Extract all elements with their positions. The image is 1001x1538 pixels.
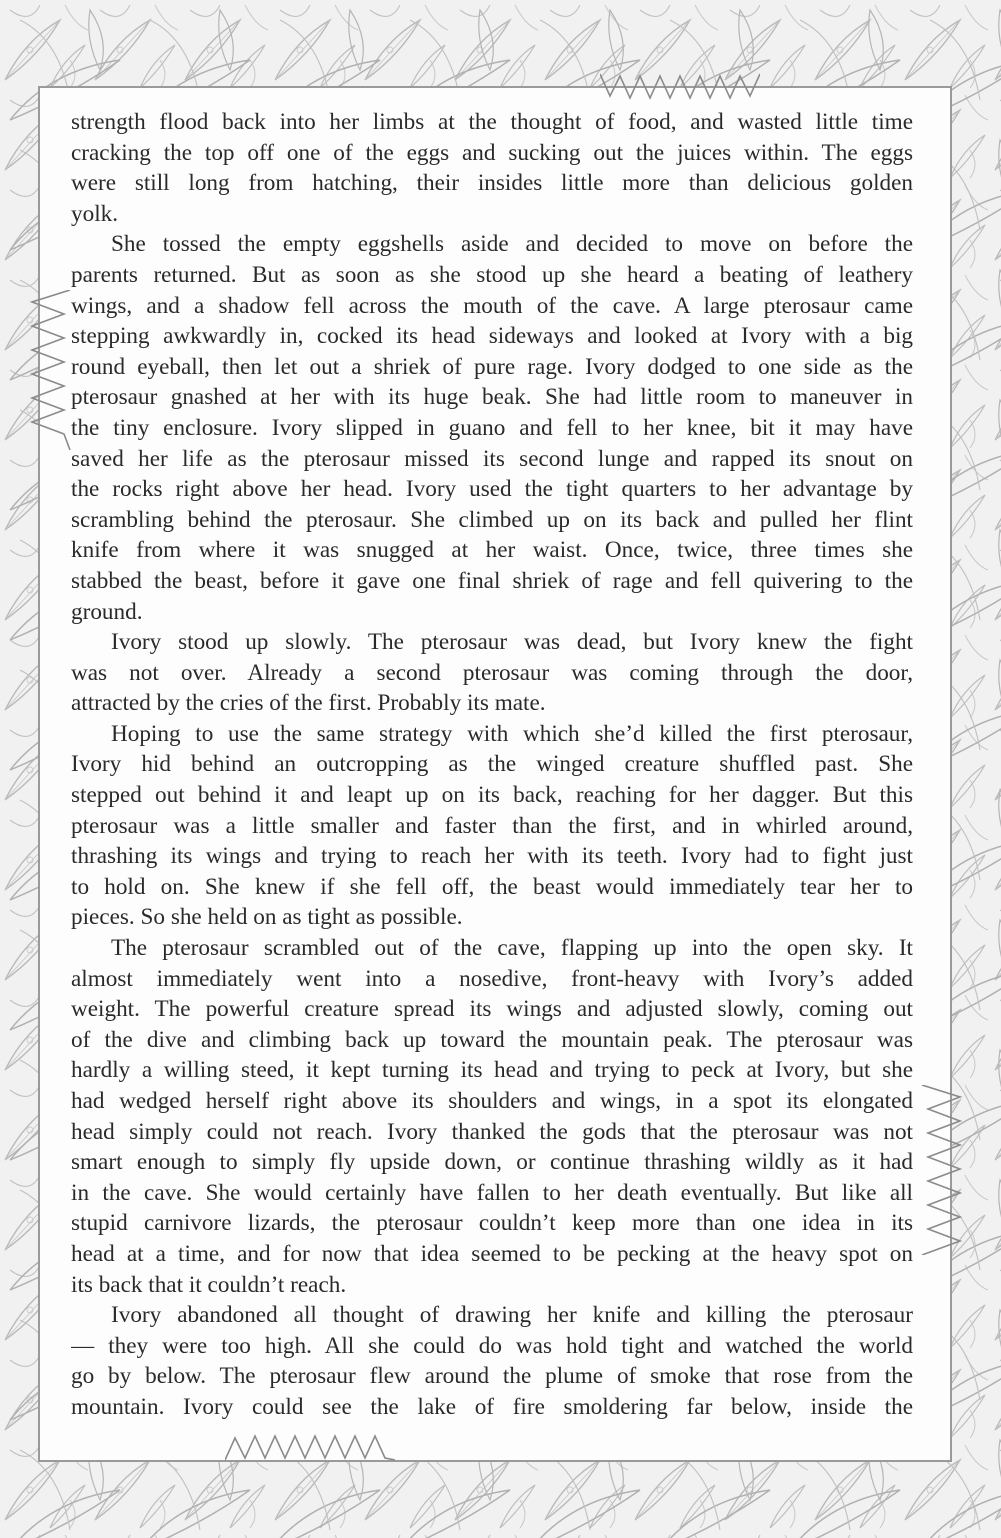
text-line: had wedged herself right above its shoulders and wings, in a spot its elongated xyxy=(71,1088,913,1114)
text-line: stepped out behind it and leapt up on its back, reaching for her dagger. But this xyxy=(71,782,913,809)
text-line: smart enough to simply fly upside down, or continue thrashing wildly as it had xyxy=(71,1149,913,1176)
left-spike-ornament xyxy=(24,290,74,450)
paragraph xyxy=(71,107,913,229)
text-line: saved her life as the pterosaur missed its second lunge and rapped its snout on xyxy=(71,445,913,472)
text-line: were still long from hatching, their insides little more than delicious golden xyxy=(71,170,913,197)
text-line: scrambling behind the pterosaur. She climbed up on its back and pulled her flint xyxy=(71,506,913,533)
text-line: Hoping to use the same strategy with which she’d killed the first pterosaur, xyxy=(111,720,913,747)
text-line: stabbed the beast, before it gave one final shriek of rage and fell quivering to the xyxy=(71,567,913,594)
text-line: stepping awkwardly in, cocked its head sideways and looked at Ivory with a big xyxy=(71,323,913,350)
text-line: was not over. Already a second pterosaur was coming through the door, xyxy=(71,659,913,686)
text-line: pterosaur gnashed at her with its huge beak. She had little room to maneuver in xyxy=(71,384,913,411)
text-line: Ivory abandoned all thought of drawing her knife and killing the pterosaur xyxy=(111,1302,913,1329)
text-line: yolk. xyxy=(71,200,119,227)
right-spike-ornament xyxy=(918,1085,968,1255)
text-line: almost immediately went into a nosedive, front-heavy with Ivory’s added xyxy=(71,965,913,992)
text-line: strength flood back into her limbs at the thought of food, and wasted little time xyxy=(71,109,913,135)
text-line: of the dive and climbing back up toward the mountain peak. The pterosaur was xyxy=(71,1026,913,1053)
paragraph xyxy=(71,933,913,1300)
text-line: to hold on. She knew if she fell off, the beast would immediately tear her to xyxy=(71,873,913,900)
paragraph xyxy=(71,1300,913,1422)
top-spike-ornament xyxy=(600,70,760,104)
text-line: — they were too high. All she could do was hold tight and watched the world xyxy=(71,1332,913,1359)
text-line: cracking the top off one of the eggs and sucking out the juices within. The eggs xyxy=(71,139,913,166)
text-line: go by below. The pterosaur flew around the plume of smoke that rose from the xyxy=(71,1363,913,1390)
text-line: its back that it couldn’t reach. xyxy=(71,1271,347,1298)
text-line: pterosaur was a little smaller and faster than the first, and in whirled around, xyxy=(71,812,913,839)
text-line: hardly a willing steed, it kept turning its head and trying to peck at Ivory, but she xyxy=(71,1057,913,1084)
story-text xyxy=(71,107,913,1423)
text-line: parents returned. But as soon as she stood up she heard a beating of leathery xyxy=(71,261,913,288)
text-line: Ivory stood up slowly. The pterosaur was dead, but Ivory knew the fight xyxy=(111,629,913,656)
paragraph xyxy=(71,229,913,627)
text-line: Ivory hid behind an outcropping as the winged creature shuffled past. She xyxy=(71,751,913,778)
text-line: weight. The powerful creature spread its wings and adjusted slowly, coming out xyxy=(71,996,913,1023)
text-line: head simply could not reach. Ivory thanked the gods that the pterosaur was not xyxy=(71,1118,913,1145)
paragraph xyxy=(71,627,913,719)
text-line: ground. xyxy=(71,598,143,625)
text-line: round eyeball, then let out a shriek of pure rage. Ivory dodged to one side as the xyxy=(71,353,913,380)
paragraph xyxy=(71,719,913,933)
text-line: attracted by the cries of the first. Probably its mate. xyxy=(71,690,546,717)
text-line: pieces. So she held on as tight as possible. xyxy=(71,904,463,931)
text-line: thrashing its wings and trying to reach her with its teeth. Ivory had to fight just xyxy=(71,843,913,870)
text-line: mountain. Ivory could see the lake of fire smoldering far below, inside the xyxy=(71,1393,913,1420)
text-line: stupid carnivore lizards, the pterosaur couldn’t keep more than one idea in its xyxy=(71,1210,913,1237)
text-line: head at a time, and for now that idea seemed to be pecking at the heavy spot on xyxy=(71,1240,913,1267)
text-line: the tiny enclosure. Ivory slipped in guano and fell to her knee, bit it may have xyxy=(71,414,913,441)
bottom-spike-ornament xyxy=(225,1430,395,1464)
text-line: The pterosaur scrambled out of the cave, flapping up into the open sky. It xyxy=(111,935,913,962)
text-line: the rocks right above her head. Ivory used the tight quarters to her advantage by xyxy=(71,476,913,503)
text-line: in the cave. She would certainly have fallen to her death eventually. But like all xyxy=(71,1179,913,1206)
text-line: knife from where it was snugged at her waist. Once, twice, three times she xyxy=(71,537,913,564)
text-line: wings, and a shadow fell across the mouth of the cave. A large pterosaur came xyxy=(71,292,913,319)
text-line: She tossed the empty eggshells aside and decided to move on before the xyxy=(111,231,913,258)
